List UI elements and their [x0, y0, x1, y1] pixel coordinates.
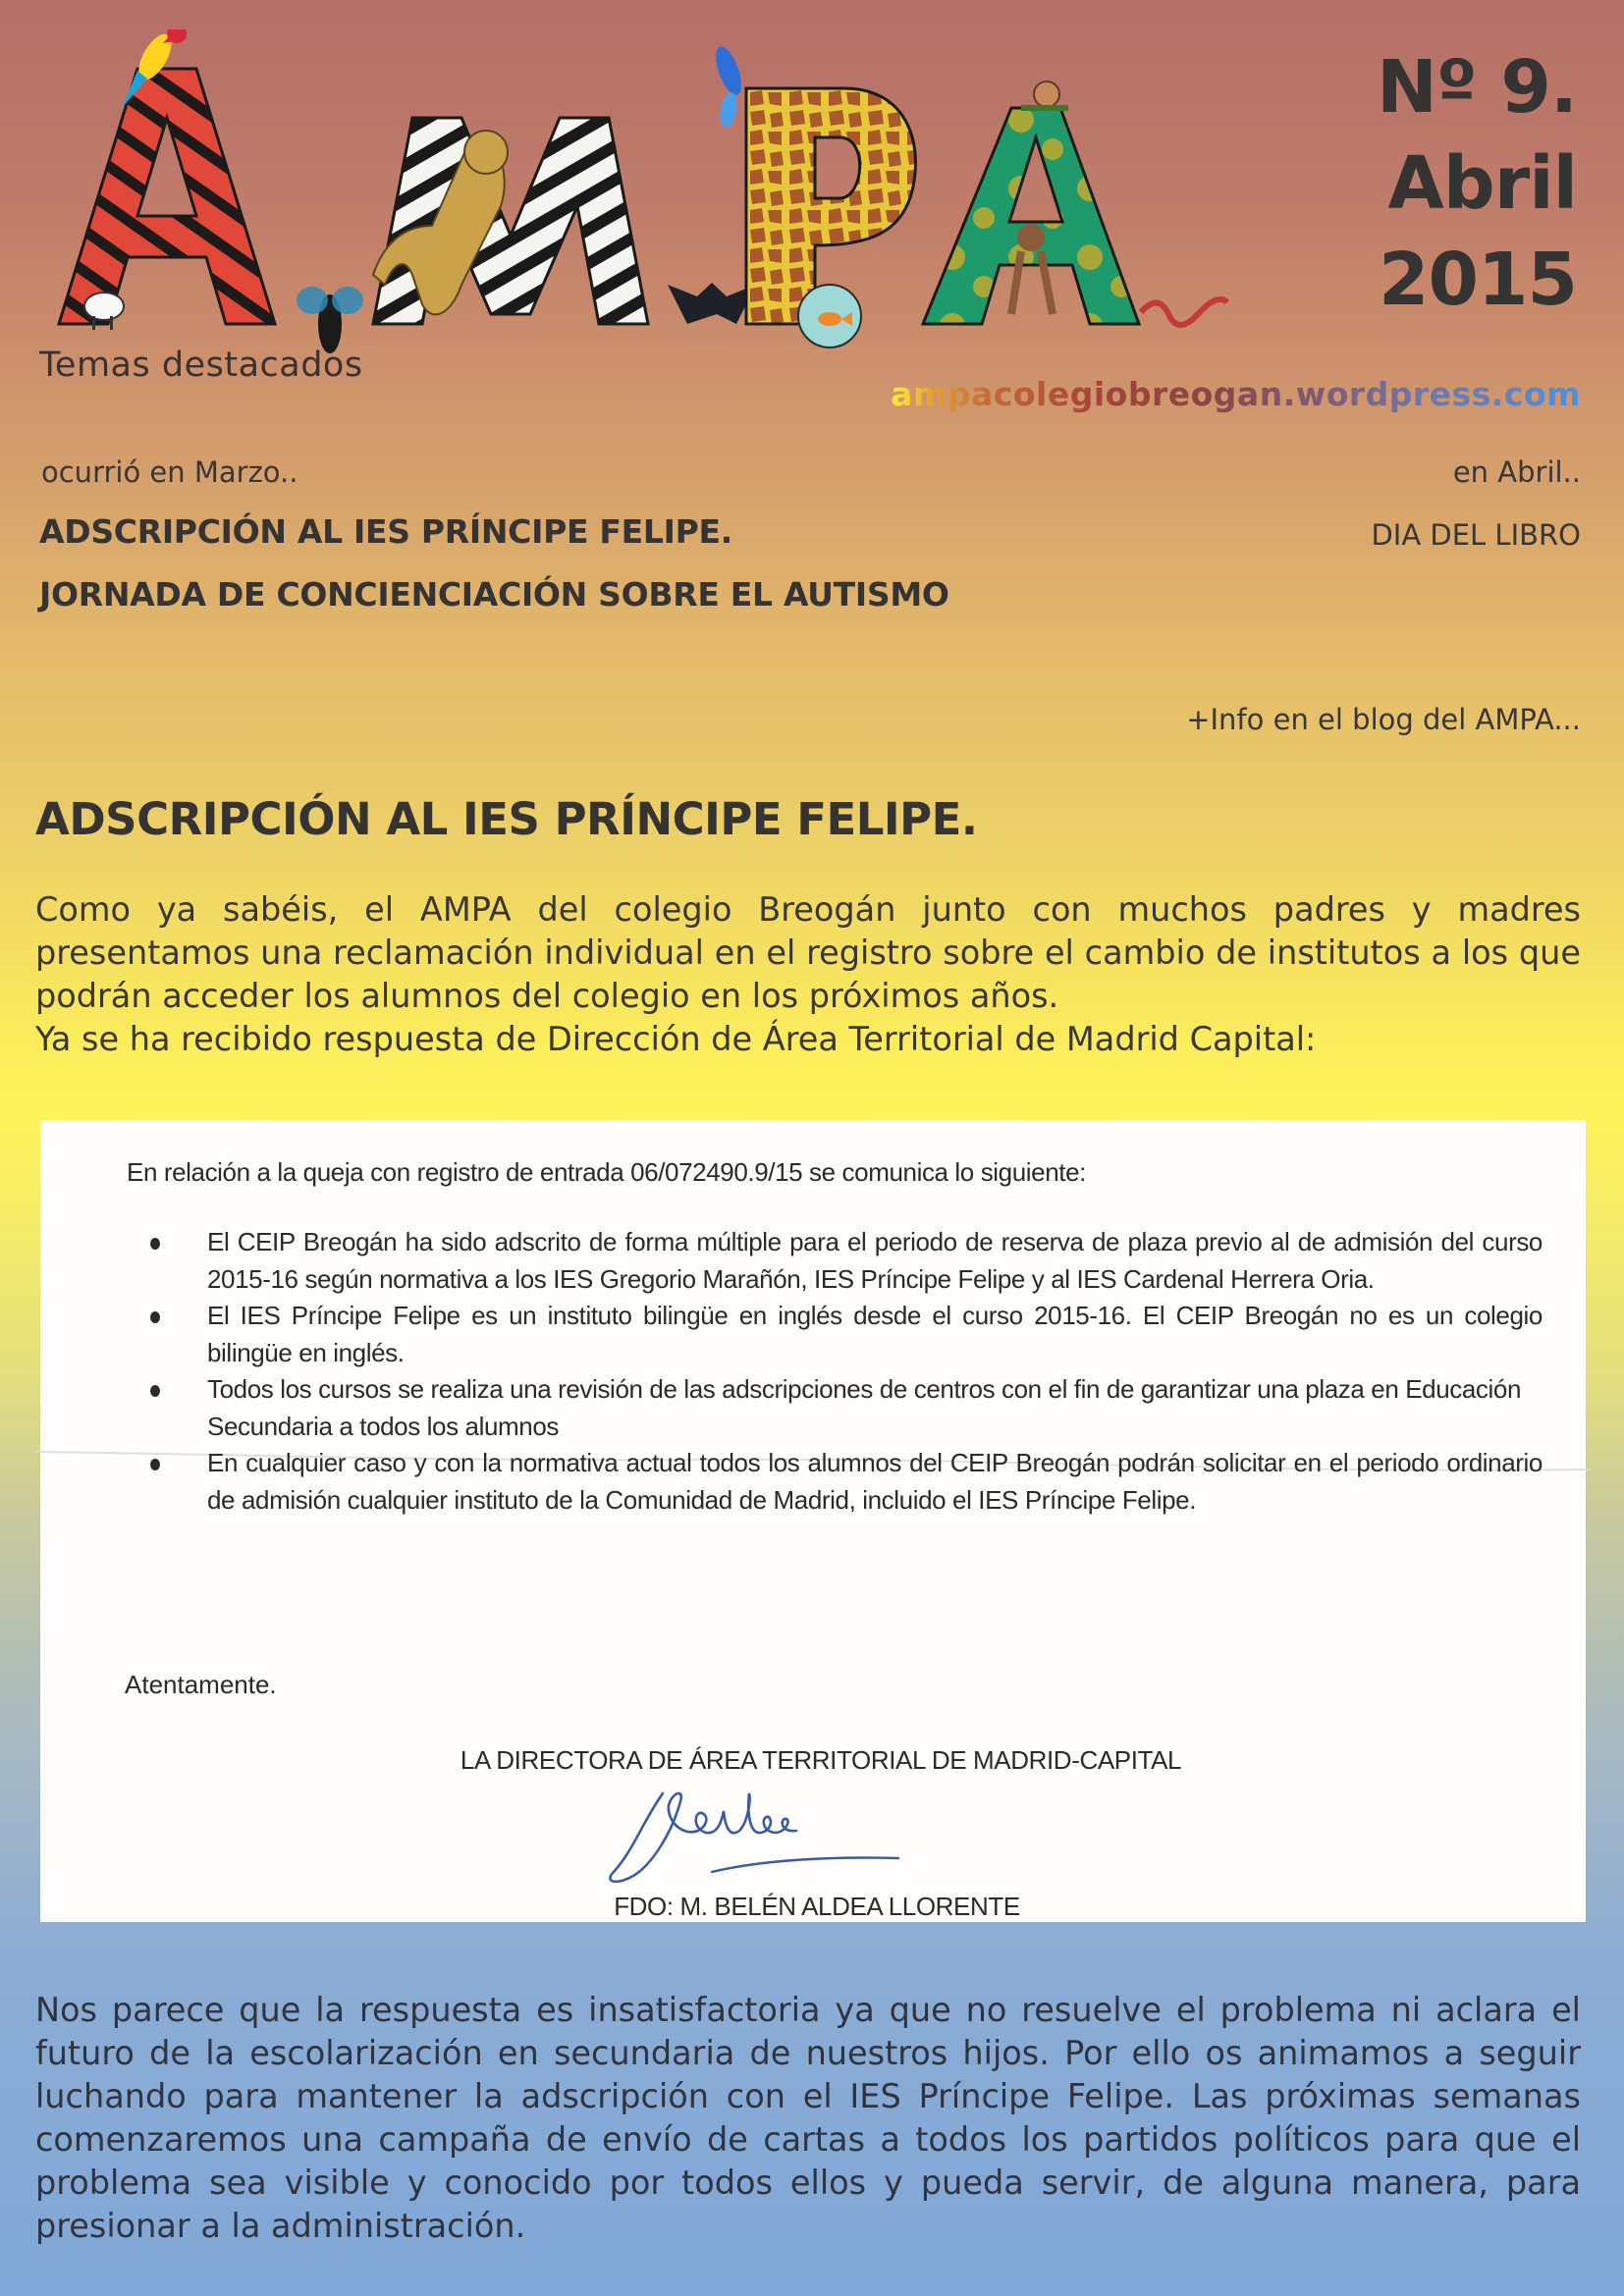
issue-info: [1377, 39, 1577, 328]
letter-reference: En relación a la queja con registro de entrada 06/072490.9/15 se comunica lo siguiente:: [127, 1157, 1086, 1187]
letter-point: El IES Príncipe Felipe es un instituto bilingüe en inglés desde el curso 2015-16. El CEIP Breogán no es un colegio bilingüe en inglés.: [207, 1298, 1543, 1371]
bee-icon: [297, 287, 363, 353]
butterfly-icon: [711, 43, 747, 129]
bat-icon: [668, 283, 756, 324]
logo-letter-a-tiger: [59, 69, 275, 324]
blog-url-link[interactable]: ampacolegiobreogan.wordpress.com: [891, 375, 1581, 413]
letter-points: [138, 1224, 1543, 1519]
article-intro: [35, 888, 1581, 1061]
march-topic-autismo: JORNADA DE CONCIENCIACIÓN SOBRE EL AUTISMO: [39, 575, 949, 614]
ampa-logo: [39, 29, 1237, 353]
signed-by: FDO: M. BELÉN ALDEA LLORENTE: [614, 1892, 1020, 1921]
march-label: ocurrió en Marzo..: [41, 455, 298, 489]
highlights-label: Temas destacados: [39, 346, 363, 385]
article-title: ADSCRIPCIÓN AL IES PRÍNCIPE FELIPE.: [35, 793, 978, 845]
article-conclusion: Nos parece que la respuesta es insatisfactoria ya que no resuelve el problema ni aclara el futuro de la escolarización en secundaria de nuestros hijos. Por ello os animamos a seguir luchando para mantener la adscripción con el IES Príncipe Felipe. Las próximas semanas comenzaremos una campaña de envío de cartas a todos los partidos políticos para que el problema sea visible y conocido por todos ellos y pueda servir, de alguna manera, para presionar a la administración.: [35, 1991, 1581, 2245]
handwritten-signature: [604, 1782, 918, 1890]
letter-point: Todos los cursos se realiza una revisión de las adscripciones de centros con el fin de garantizar una plaza en Educación Secundaria a todos los alumnos: [207, 1371, 1543, 1445]
intro-paragraph: Como ya sabéis, el AMPA del colegio Breogán junto con muchos padres y madres presentamos una reclamación individual en el registro sobre el cambio de institutos a los que podrán acceder los alumnos del colegio en los próximos años.: [35, 890, 1581, 1015]
logo-letter-m-zebra: [373, 118, 648, 324]
intro-paragraph-2: Ya se ha recibido respuesta de Dirección de Área Territorial de Madrid Capital:: [35, 1020, 1317, 1058]
april-topic-dia-libro: DIA DEL LIBRO: [1371, 518, 1581, 552]
march-topic-adscripcion: ADSCRIPCIÓN AL IES PRÍNCIPE FELIPE.: [39, 512, 732, 551]
logo-letter-a-spots: [923, 108, 1139, 324]
letter-closing: Atentamente.: [125, 1670, 277, 1699]
fishbowl-icon: [798, 285, 861, 347]
more-info-link[interactable]: +Info en el blog del AMPA...: [1186, 703, 1581, 736]
april-label: en Abril..: [1452, 455, 1581, 489]
snail-icon: [1021, 81, 1068, 108]
director-title: LA DIRECTORA DE ÁREA TERRITORIAL DE MADRID-CAPITAL: [460, 1745, 1182, 1775]
letter-point: En cualquier caso y con la normativa actual todos los alumnos del CEIP Breogán podrán solicitar en el periodo ordinario de admisión cualquier instituto de la Comunidad de Madrid, incluido el IES Príncipe Felipe.: [207, 1445, 1543, 1519]
snake-icon: [1141, 299, 1227, 325]
response-letter: [40, 1120, 1586, 1922]
issue-year: 2015: [1379, 238, 1577, 322]
issue-number: Nº 9.: [1376, 45, 1577, 130]
issue-month: Abril: [1387, 141, 1577, 226]
letter-point: El CEIP Breogán ha sido adscrito de forma múltiple para el periodo de reserva de plaza previo al de admisión del curso 2015-16 según normativa a los IES Gregorio Marañón, IES Príncipe Felipe y al IES Cardenal Herrera Oria.: [207, 1224, 1543, 1298]
